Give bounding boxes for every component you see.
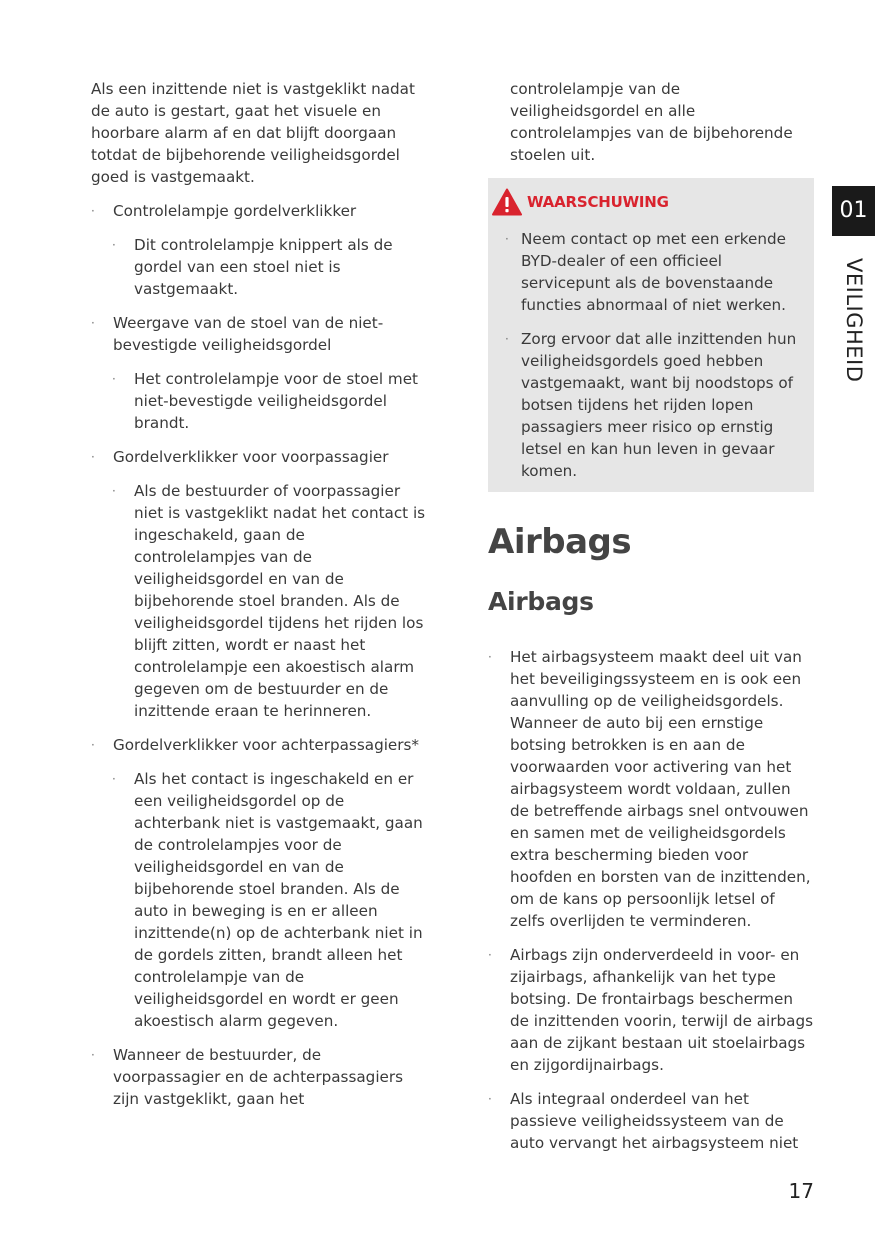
warning-item	[492, 228, 804, 316]
sub-list-item-text: Als het contact is ingeschakeld en er een veiligheidsgordel op de achterbank niet is vastgemaakt, gaan de controlelampjes voor de veiligheidsgordel en van de bijbehorende stoel branden. Als de auto in beweging is en er alleen inzittende(n) op de achterbank niet in de gordels zitten, brandt alleen het controlelampje van de veiligheidsgordel en wordt er geen akoestisch alarm gegeven.	[134, 770, 423, 1030]
warning-item-text: Neem contact op met een erkende BYD-dealer of een officieel servicepunt als de bovenstaande functies abnormaal of niet werken.	[521, 230, 787, 314]
bullet: ·	[91, 1048, 95, 1062]
list-item-text: Controlelampje gordelverklikker	[113, 202, 357, 220]
list-item-text: Gordelverklikker voor voorpassagier	[113, 448, 389, 466]
sub-list-item	[91, 368, 426, 434]
warning-triangle-icon	[492, 188, 522, 216]
sub-list-item	[91, 234, 426, 300]
list-item	[91, 200, 426, 222]
list-item	[91, 734, 426, 756]
list-item	[488, 646, 814, 932]
warning-header	[492, 188, 804, 216]
bullet: ·	[505, 332, 509, 346]
list-item-text: Gordelverklikker voor achterpassagiers*	[113, 736, 420, 754]
bullet: ·	[91, 738, 95, 752]
bullet: ·	[91, 450, 95, 464]
left-column	[91, 78, 426, 1122]
page-number: 17	[788, 1179, 814, 1203]
list-item	[91, 1044, 426, 1110]
intro-paragraph: Als een inzittende niet is vastgeklikt nadat de auto is gestart, gaat het visuele en hoorbare alarm af en dat blijft doorgaan totdat de bijbehorende veiligheidsgordel goed is vastgemaakt.	[91, 80, 415, 186]
list-item-text: Het airbagsysteem maakt deel uit van het beveiligingssysteem en is ook een aanvulling op de veiligheidsgordels. Wanneer de auto bij een ernstige botsing betrokken is en aan de voorwaarden voor activering van het airbagsysteem wordt voldaan, zullen de betreffende airbags snel ontvouwen en samen met de veiligheidsgordels extra bescherming bieden voor hoofden en borsten van de inzittenden, om de kans op persoonlijk letsel of zelfs overlijden te verminderen.	[510, 648, 811, 930]
sub-list-item-text: Het controlelampje voor de stoel met niet-bevestigde veiligheidsgordel brandt.	[134, 370, 418, 432]
bullet: ·	[112, 772, 116, 786]
bullet: ·	[488, 948, 492, 962]
warning-item-text: Zorg ervoor dat alle inzittenden hun veiligheidsgordels goed hebben vastgemaakt, want bij noodstops of botsen tijdens het rijden lopen passagiers meer risico op ernstig letsel en kan hun leven in gevaar komen.	[521, 330, 797, 480]
right-column	[488, 78, 814, 1166]
sub-list-item-text: Als de bestuurder of voorpassagier niet is vastgeklikt nadat het contact is ingeschakeld, gaan de controlelampjes van de veiligheidsgordel en van de bijbehorende stoel branden. Als de veiligheidsgordel tijdens het rijden los blijft zitten, wordt er naast het controlelampje een akoestisch alarm gegeven om de bestuurder en de inzittende eraan te herinneren.	[134, 482, 426, 720]
warning-box	[488, 178, 814, 492]
bullet: ·	[112, 372, 116, 386]
list-item-text: Als integraal onderdeel van het passieve veiligheidssysteem van de auto vervangt het airbagsysteem niet	[510, 1090, 799, 1152]
warning-item	[492, 328, 804, 482]
subsection-heading: Airbags	[488, 587, 594, 616]
bullet: ·	[505, 232, 509, 246]
continued-text: controlelampje van de veiligheidsgordel en alle controlelampjes van de bijbehorende stoelen uit.	[510, 80, 793, 164]
list-item-text: Wanneer de bestuurder, de voorpassagier en de achterpassagiers zijn vastgeklikt, gaan het	[113, 1046, 404, 1108]
sub-list-item	[91, 768, 426, 1032]
list-item	[91, 312, 426, 356]
sub-list-item-text: Dit controlelampje knippert als de gordel van een stoel niet is vastgemaakt.	[134, 236, 393, 298]
list-item	[488, 1088, 814, 1154]
section-heading: Airbags	[488, 522, 632, 562]
chapter-number-tab: 01	[832, 186, 875, 236]
list-item-text: Airbags zijn onderverdeeld in voor- en zijairbags, afhankelijk van het type botsing. De frontairbags beschermen de inzittenden voorin, terwijl de airbags aan de zijkant bestaan uit stoelairbags en zijgordijnairbags.	[510, 946, 814, 1074]
list-item	[488, 944, 814, 1076]
sub-list-item	[91, 480, 426, 722]
list-item	[91, 446, 426, 468]
bullet: ·	[91, 204, 95, 218]
bullet: ·	[112, 238, 116, 252]
bullet: ·	[91, 316, 95, 330]
list-item-text: Weergave van de stoel van de niet-bevestigde veiligheidsgordel	[113, 314, 384, 354]
airbag-list	[488, 646, 814, 1154]
bullet: ·	[488, 1092, 492, 1106]
bullet: ·	[112, 484, 116, 498]
warning-title: WAARSCHUWING	[527, 193, 669, 211]
bullet: ·	[488, 650, 492, 664]
chapter-label: VEILIGHEID	[842, 258, 866, 383]
